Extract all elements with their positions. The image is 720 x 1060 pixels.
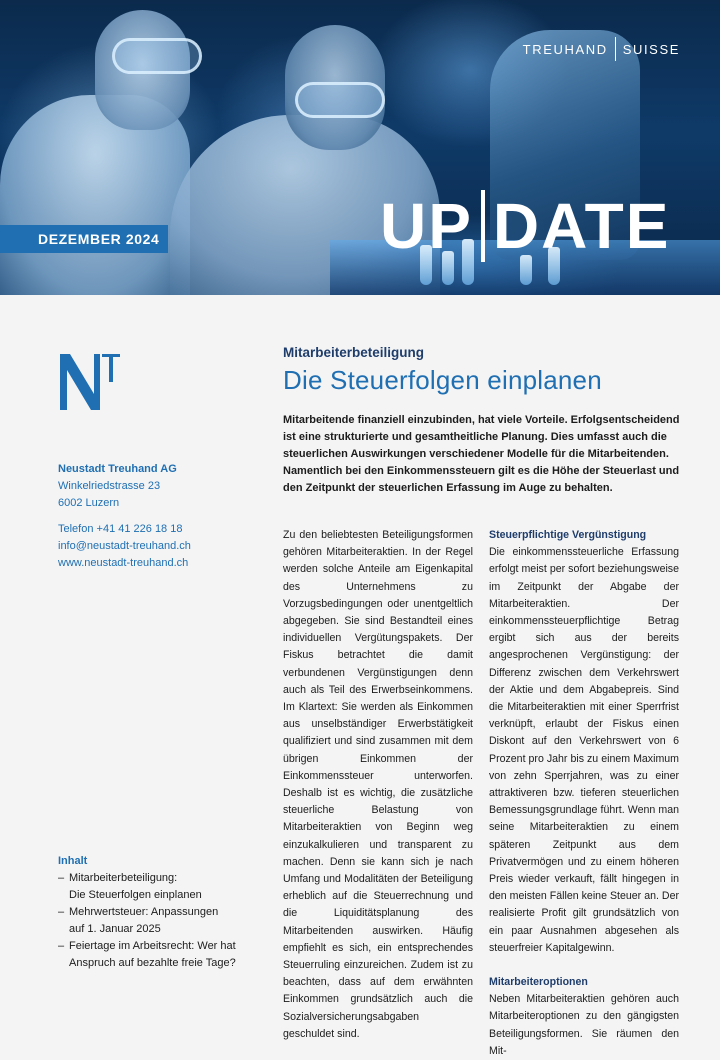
company-name: Neustadt Treuhand AG xyxy=(58,463,177,475)
body-paragraph: Die einkommenssteuerliche Erfassung erfolgt meist per sofort beziehungsweise im Zeitpunkt der Abgabe der Mitarbeiteraktien. Der einkommenssteuerpflichtige Betrag ergibt sich aus der bereits angesprochenen Vergünstigung: der Differenz zwischen dem Verkehrswert der Aktie und dem Abgabepreis. Sind die Mitarbeiteraktien mit einer Sperrfrist verknüpft, erlaubt der Fiskus einen Diskont auf den Verkehrswert von 6 Prozent pro Jahr bis zu einem Maximum von zehn Sperrjahren, was zu einer attraktiveren bzw. tieferen steuerlichen Bemessungsgrundlage führt. Wenn man seine Mitarbeiteraktien zu einem späteren Zeitpunkt aus dem Privatvermögen und zu einem höheren Preis wieder verkauft, fällt hingegen in den meisten Fällen keine Steuer an. Der realisierte Profit gilt grundsätzlich von ein paar Ausnahmen abgesehen als steuerfreier Kapitalgewinn. xyxy=(489,546,679,954)
masthead-title xyxy=(380,190,670,262)
section-heading: Steuerpflichtige Vergünstigung xyxy=(489,529,647,541)
safety-goggles-left xyxy=(112,38,202,74)
toc-item-line: Die Steuerfolgen einplanen xyxy=(69,889,202,901)
toc-item: – Feiertage im Arbeitsrecht: Wer hat Anspruch auf bezahlte freie Tage? xyxy=(58,938,258,972)
brand-wordmark xyxy=(523,37,680,61)
toc-item: – Mehrwertsteuer: Anpassungen auf 1. Januar 2025 xyxy=(58,904,258,938)
masthead-title-right: DATE xyxy=(492,190,671,262)
toc-item-line: Feiertage im Arbeitsrecht: Wer hat xyxy=(69,940,236,952)
brand-separator xyxy=(615,37,616,61)
article-column-right xyxy=(489,527,679,1060)
toc-item-line: auf 1. Januar 2025 xyxy=(69,923,161,935)
company-contact xyxy=(58,461,258,572)
article-column-left xyxy=(283,527,473,1043)
article-headline: Die Steuerfolgen einplanen xyxy=(283,365,602,395)
article-lead: Mitarbeitende finanziell einzubinden, hat viele Vorteile. Erfolgsentscheidend ist eine strukturierte und gesamtheitliche Planung. Dies umfasst auch die steuerlichen Auswirkungen verschiedener Modelle für die Mitarbeitenden. Namentlich bei den Einkommenssteuern gilt es die Höhe der Steuerlast und den Zeitpunkt der steuerlichen Erfassung im Auge zu behalten. xyxy=(283,414,680,494)
toc-heading: Inhalt xyxy=(58,855,88,867)
company-phone[interactable]: Telefon +41 41 226 18 18 xyxy=(58,523,183,535)
toc-item-line: Mitarbeiterbeteiligung: xyxy=(69,872,178,884)
company-email[interactable]: info@neustadt-treuhand.ch xyxy=(58,540,191,552)
article-kicker: Mitarbeiterbeteiligung xyxy=(283,345,425,360)
nt-logo-icon xyxy=(58,350,122,414)
masthead-divider xyxy=(481,190,485,262)
toc-item-line: Anspruch auf bezahlte freie Tage? xyxy=(69,957,236,969)
body-paragraph: Neben Mitarbeiteraktien gehören auch Mitarbeiteroptionen zu den gängigsten Beteiligungsformen. Sie räumen den Mit- xyxy=(489,993,679,1057)
company-website[interactable]: www.neustadt-treuhand.ch xyxy=(58,557,189,569)
brand-right: SUISSE xyxy=(622,41,680,57)
hero-image xyxy=(0,0,720,295)
table-of-contents xyxy=(58,853,258,972)
toc-item-line: Mehrwertsteuer: Anpassungen xyxy=(69,906,219,918)
safety-goggles-right xyxy=(295,82,385,118)
issue-date: DEZEMBER 2024 xyxy=(0,225,168,253)
company-street: Winkelriedstrasse 23 xyxy=(58,480,161,492)
masthead-title-left: UP xyxy=(380,190,473,262)
section-heading: Mitarbeiteroptionen xyxy=(489,976,588,989)
company-city: 6002 Luzern xyxy=(58,497,120,509)
body-paragraph: Zu den beliebtesten Beteiligungsformen gehören Mitarbeiteraktien. In der Regel werden solche Anteile am Eigenkapital des Unternehmens zu Vorzugsbedingungen oder unentgeltlich abgegeben. Sie sind Bestandteil eines individuellen Vergütungspakets. Der Fiskus betrachtet die damit verbundenen Vergünstigungen denn auch als Teil des Erwerbseinkommens. Im Klartext: Sie werden als Einkommen aus unselbständiger Erwerbstätigkeit qualifiziert und sind zusammen mit dem übrigen Einkommen der Einkommenssteuer unterworfen. Deshalb ist es wichtig, die zusätzliche steuerliche Belastung von Mitarbeiteraktien von Beginn weg einzukalkulieren und transparent zu machen. Denn sie kann sich je nach Umfang und Modalitäten der Beteiligung erheblich auf die Steuerrechnung und die Liquiditätsplanung des Mitarbeitenden auswirken. Häufig empfiehlt es sich, ein entsprechendes Steuerruling einzureichen. Zudem ist zu beachten, dass auf dem erwähnten Einkommen grundsätzlich auch die Sozialversicherungsabgaben geschuldet sind. xyxy=(283,529,473,1040)
brand-left: TREUHAND xyxy=(522,41,608,57)
toc-item: – Mitarbeiterbeteiligung: Die Steuerfolgen einplanen xyxy=(58,870,258,904)
